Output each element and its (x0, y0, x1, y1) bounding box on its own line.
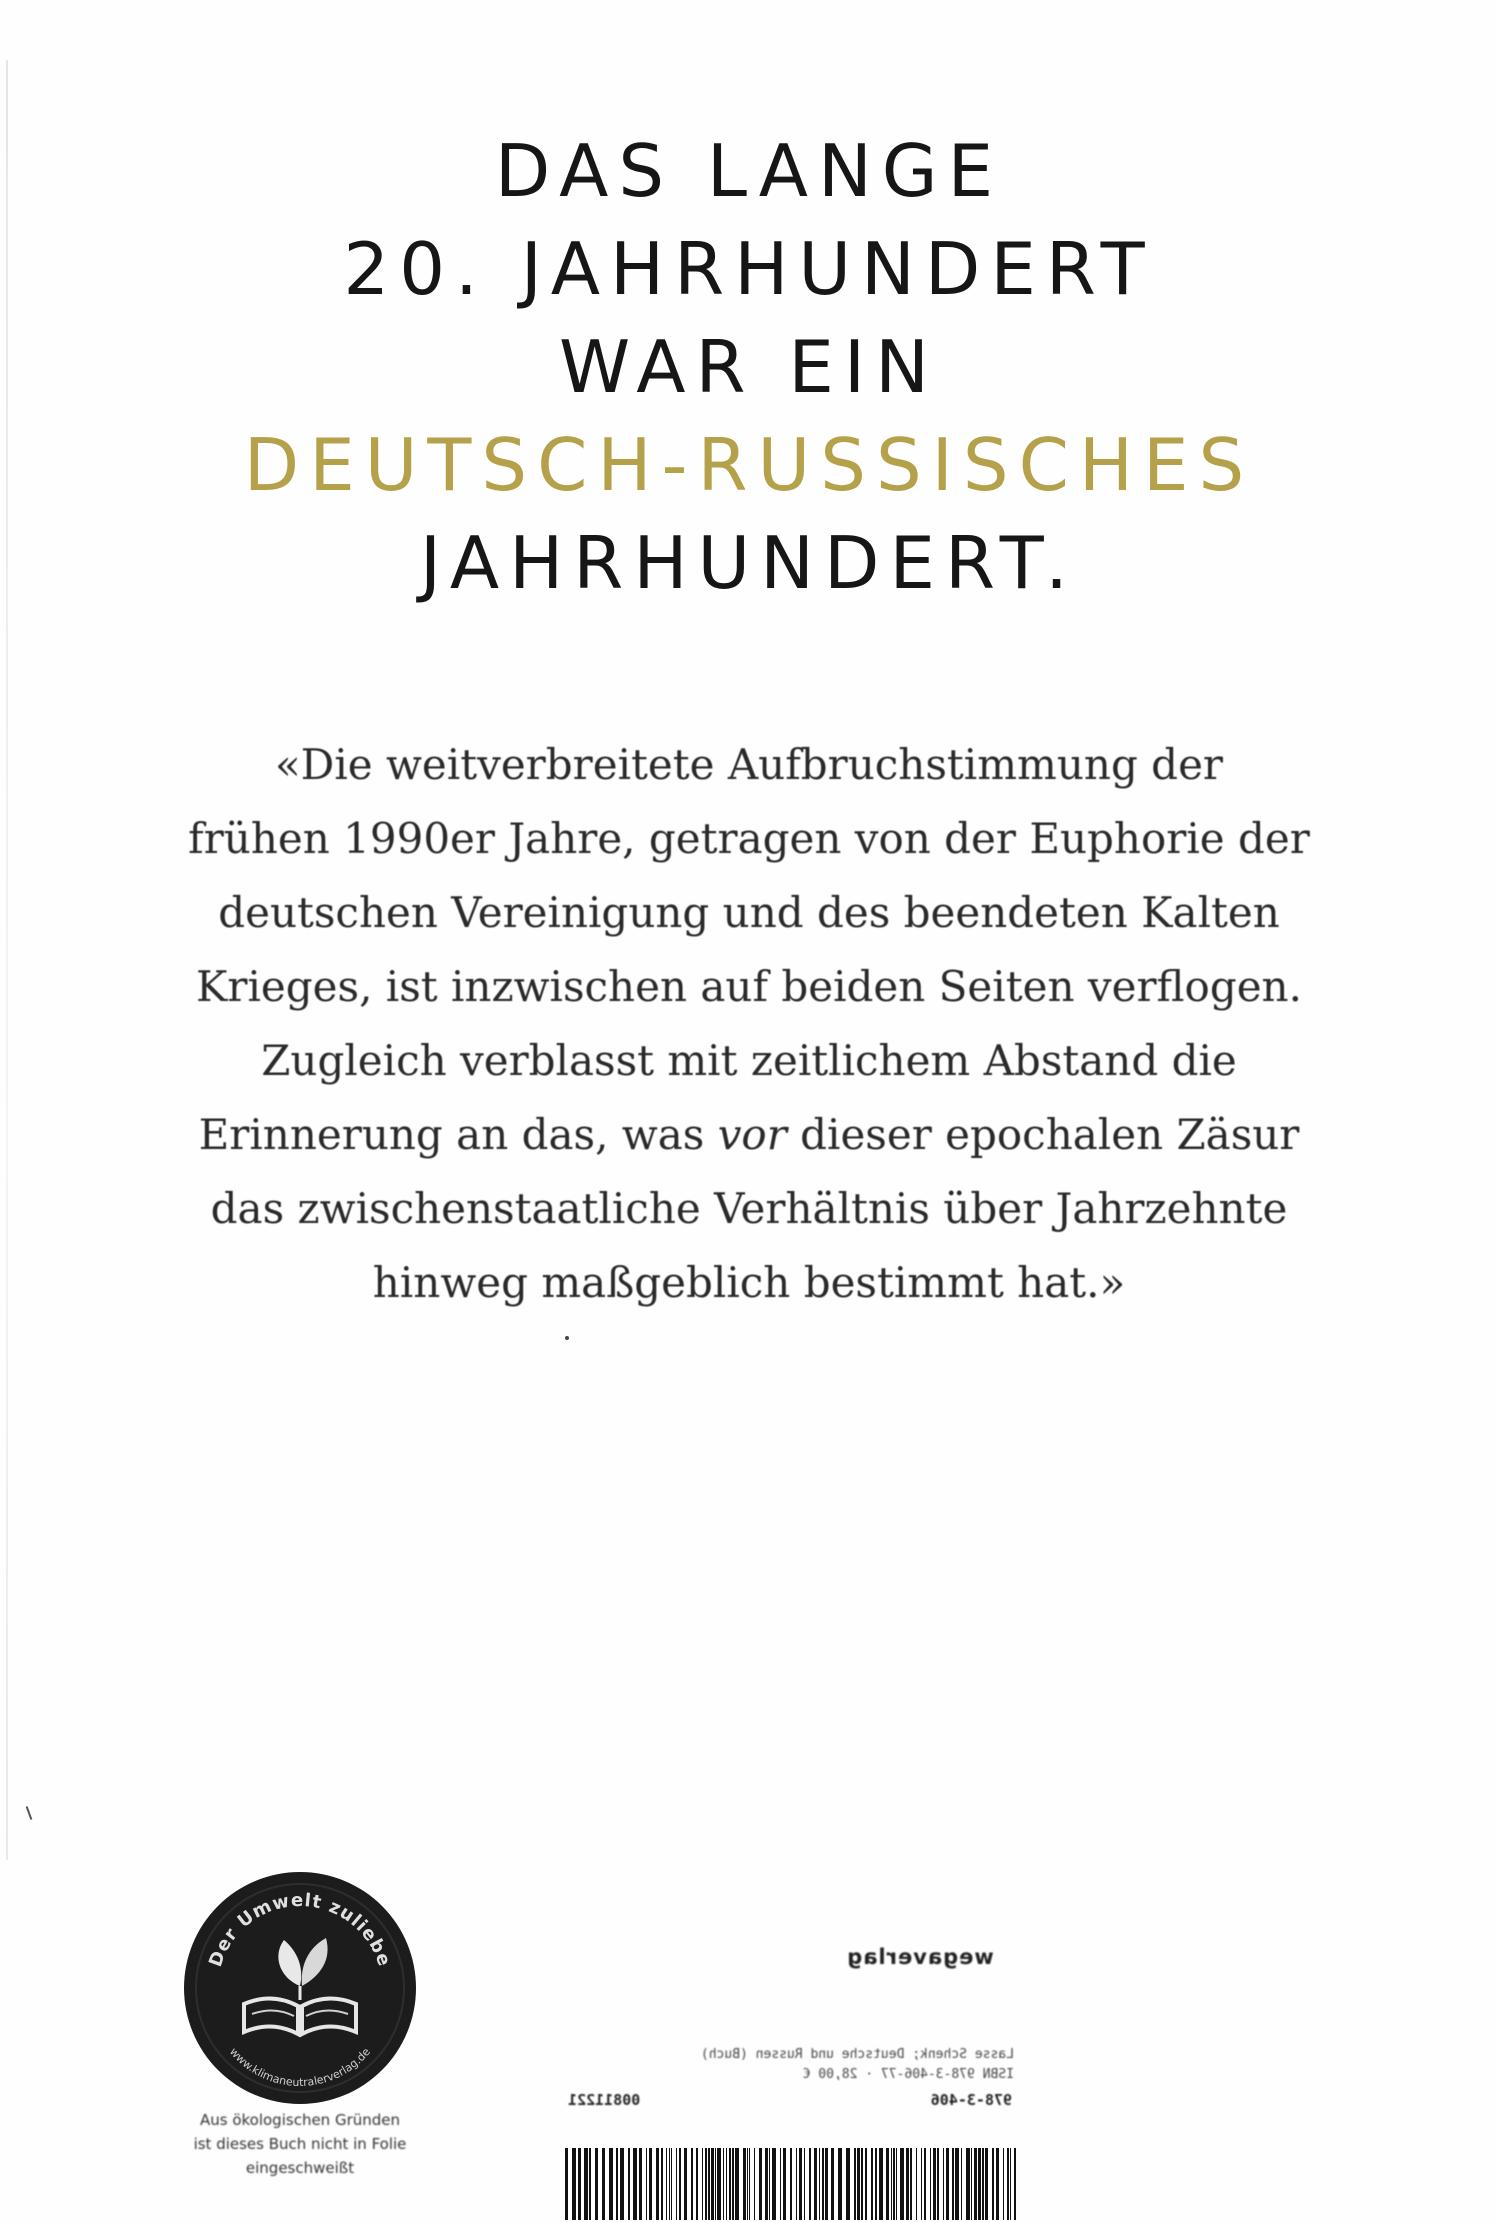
quote-line-2: frühen 1990er Jahre, getragen von der Euphorie der (188, 814, 1310, 863)
barcode-bar (639, 2148, 642, 2220)
barcode-bar (875, 2148, 877, 2220)
barcode-bar (715, 2148, 716, 2220)
blurb-quote (150, 728, 1348, 1320)
isbn-number-left: 978-3-406 (930, 2091, 1012, 2109)
isbn-line-2: ISBN 978-3-406-77 · 28,00 € (802, 2067, 1014, 2082)
barcode-graphic (560, 2148, 1020, 2220)
seal-caption-line-2: ist dieses Buch nicht in Folie (193, 2135, 407, 2153)
barcode-bar (822, 2148, 824, 2220)
isbn-number-right: 00811221 (568, 2091, 641, 2109)
quote-line-8: hinweg maßgeblich bestimmt hat.» (372, 1258, 1126, 1307)
barcode-bar (609, 2148, 613, 2220)
barcode-bar (961, 2148, 962, 2220)
barcode-bar (992, 2148, 994, 2220)
headline-line-3: WAR EIN (558, 325, 939, 409)
barcode-bar (838, 2148, 842, 2220)
barcode-bar (772, 2148, 776, 2220)
quote-line-7: das zwischenstaatliche Verhältnis über Jahrzehnte (210, 1184, 1288, 1233)
eco-seal (180, 1868, 420, 2108)
barcode-bar (879, 2148, 883, 2220)
barcode-bar (978, 2148, 981, 2220)
barcode-bar (696, 2148, 698, 2220)
barcode-bar (759, 2148, 762, 2220)
barcode-bar (1003, 2148, 1004, 2220)
barcode-bar (910, 2148, 912, 2220)
barcode-bar (723, 2148, 724, 2220)
seal-caption-line-1: Aus ökologischen Gründen (199, 2111, 401, 2129)
barcode-bar (891, 2148, 892, 2220)
barcode-bar (871, 2148, 873, 2220)
quote-line-6-start: Erinnerung an das, was (198, 1110, 718, 1159)
barcode-bar (799, 2148, 802, 2220)
barcode-bar (886, 2148, 889, 2220)
barcode-bar (628, 2148, 630, 2220)
barcode-bar (589, 2148, 591, 2220)
barcode-bar (743, 2148, 746, 2220)
barcode-bar (749, 2148, 750, 2220)
barcode-bar (796, 2148, 797, 2220)
barcode-bar (765, 2148, 768, 2220)
barcode-bar (930, 2148, 931, 2220)
barcode-bar (1014, 2148, 1016, 2220)
barcode-bar (933, 2148, 936, 2220)
isbn-numbers (560, 2091, 1020, 2109)
publisher-mirrored: wegaverlag (846, 1945, 994, 1969)
isbn-text (560, 2045, 1020, 2085)
barcode-bar (646, 2148, 647, 2220)
leaf-book-icon (180, 1868, 420, 2108)
stray-dot (565, 1336, 569, 1340)
barcode-bar (809, 2148, 811, 2220)
headline (0, 122, 1498, 612)
quote-line-3: deutschen Vereinigung und des beendeten Kalten (218, 888, 1280, 937)
barcode-bar (572, 2148, 576, 2220)
barcode-bar (831, 2148, 834, 2220)
barcode-bar (620, 2148, 624, 2220)
barcode-bar (861, 2148, 863, 2220)
barcode-bar (1007, 2148, 1009, 2220)
barcode-bar (705, 2148, 707, 2220)
barcode-bar (955, 2148, 959, 2220)
barcode-bar (865, 2148, 867, 2220)
barcode-bar (717, 2148, 721, 2220)
barcode-bar (814, 2148, 817, 2220)
seal-caption (150, 2108, 450, 2180)
seal-bottom-text: www.klimaneutralerverlag.de (227, 2045, 373, 2090)
barcode-bar (702, 2148, 703, 2220)
barcode-bar (943, 2148, 944, 2220)
barcode-bar (924, 2148, 926, 2220)
barcode-bar (982, 2148, 984, 2220)
headline-accent-line: DEUTSCH-RUSSISCHES (243, 423, 1255, 507)
barcode-bar (671, 2148, 672, 2220)
barcode-bar (679, 2148, 681, 2220)
headline-line-2: 20. JAHRHUNDERT (343, 227, 1155, 311)
barcode-bar (966, 2148, 970, 2220)
barcode-bar (857, 2148, 860, 2220)
barcode-bar (735, 2148, 739, 2220)
barcode-bar (669, 2148, 670, 2220)
barcode-bar (754, 2148, 755, 2220)
barcode-bar (666, 2148, 667, 2220)
barcode-bar (726, 2148, 727, 2220)
barcode-bar (854, 2148, 856, 2220)
barcode-bar (974, 2148, 977, 2220)
barcode-bar (729, 2148, 731, 2220)
barcode-bar (985, 2148, 988, 2220)
quote-line-4: Krieges, ist inzwischen auf beiden Seiten verflogen. (196, 962, 1302, 1011)
barcode-bar (952, 2148, 954, 2220)
quote-line-6 (150, 1098, 1348, 1172)
barcode-bar (780, 2148, 781, 2220)
barcode-bar (906, 2148, 909, 2220)
headline-line-1: DAS LANGE (494, 129, 1004, 213)
seal-top-text: Der Umwelt zuliebe (205, 1889, 395, 1970)
barcode-bar (946, 2148, 949, 2220)
barcode-bar (602, 2148, 605, 2220)
barcode-bar (916, 2148, 917, 2220)
barcode-bar (649, 2148, 652, 2220)
barcode-bar (769, 2148, 770, 2220)
barcode-bar (684, 2148, 687, 2220)
isbn-line-1: Lasse Schenk; Deutsche und Russen (Buch) (700, 2047, 1014, 2062)
barcode-bar (747, 2148, 748, 2220)
barcode-bar (790, 2148, 792, 2220)
barcode-bar (633, 2148, 637, 2220)
barcode-bar (661, 2148, 663, 2220)
barcode-bar (708, 2148, 710, 2220)
barcode-bar (804, 2148, 805, 2220)
headline-line-5: JAHRHUNDERT. (419, 521, 1079, 605)
barcode-bar (578, 2148, 581, 2220)
barcode-bar (893, 2148, 895, 2220)
isbn-block (560, 2045, 1020, 2220)
barcode-bar (825, 2148, 828, 2220)
scan-mark (26, 1806, 33, 1820)
barcode (560, 2148, 1020, 2220)
quote-line-1: «Die weitverbreitete Aufbruchstimmung der (274, 740, 1224, 789)
barcode-bar (711, 2148, 714, 2220)
barcode-bar (846, 2148, 850, 2220)
barcode-bar (900, 2148, 904, 2220)
barcode-bar (691, 2148, 693, 2220)
barcode-bar (1010, 2148, 1011, 2220)
barcode-bar (676, 2148, 677, 2220)
barcode-bar (971, 2148, 972, 2220)
barcode-bar (732, 2148, 734, 2220)
barcode-bar (584, 2148, 588, 2220)
barcode-bar (819, 2148, 820, 2220)
barcode-bar (595, 2148, 598, 2220)
barcode-bar (996, 2148, 999, 2220)
quote-line-6-end: dieser epochalen Zäsur (786, 1110, 1300, 1159)
barcode-bar (921, 2148, 922, 2220)
barcode-bar (783, 2148, 786, 2220)
barcode-bar (616, 2148, 618, 2220)
seal-caption-line-3: eingeschweißt (245, 2159, 355, 2177)
barcode-bar (565, 2148, 568, 2220)
barcode-bar (896, 2148, 897, 2220)
quote-emphasis: vor (717, 1110, 787, 1159)
quote-line-5: Zugleich verblasst mit zeitlichem Abstand die (261, 1036, 1237, 1085)
barcode-bar (656, 2148, 659, 2220)
barcode-bar (937, 2148, 939, 2220)
